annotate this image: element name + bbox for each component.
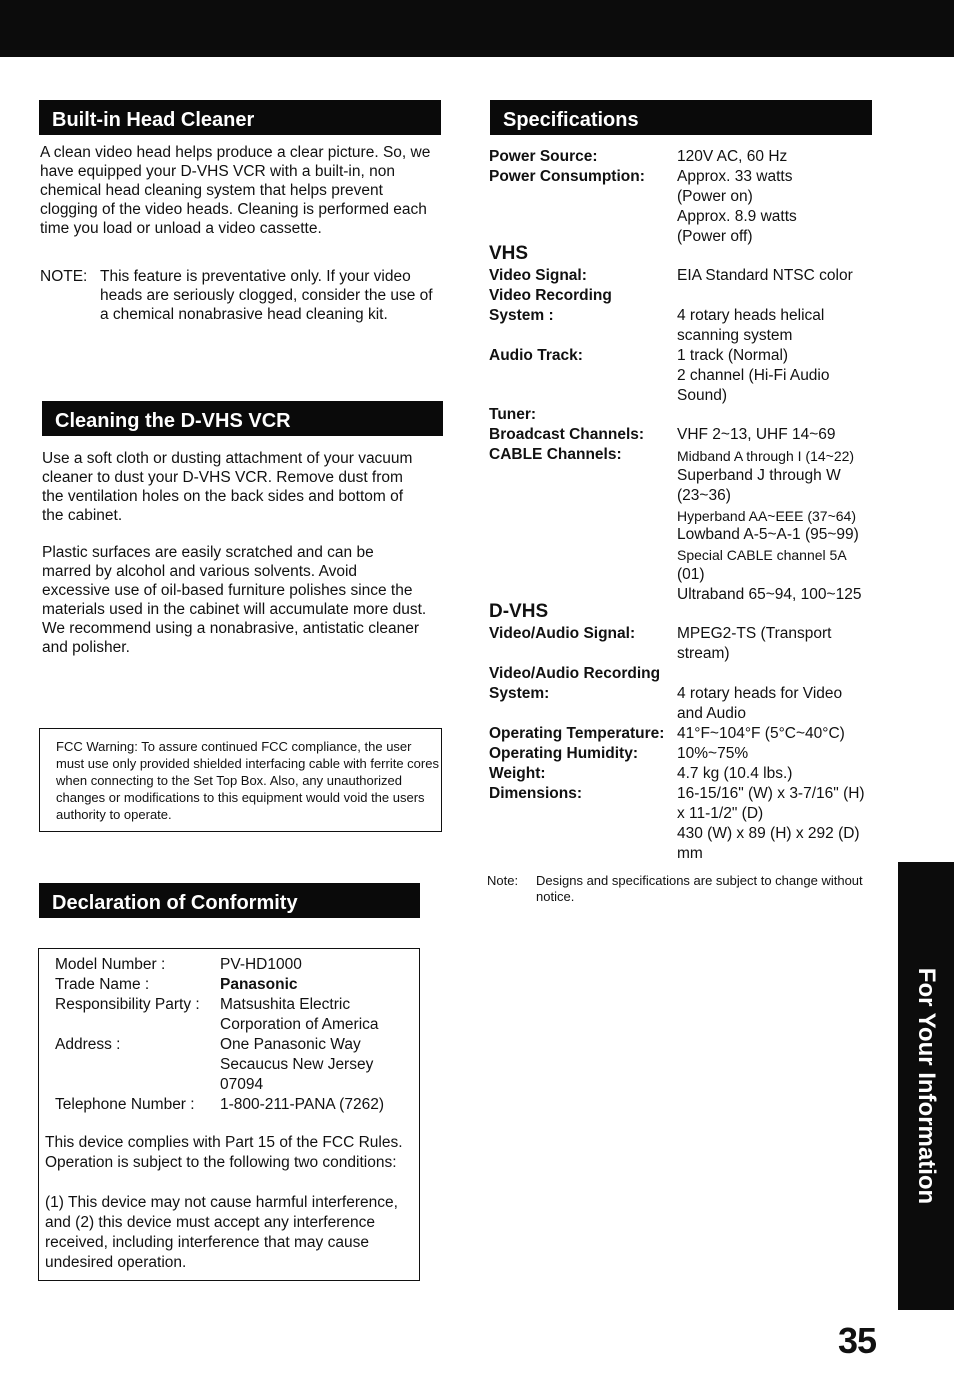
declaration-box xyxy=(38,948,420,1281)
address-line-3: 07094 xyxy=(220,1076,264,1093)
va-recording-label-2: System: xyxy=(489,685,550,702)
power-on-note: (Power on) xyxy=(677,188,753,205)
op-humidity-label: Operating Humidity: xyxy=(489,745,638,762)
broadcast-label: Broadcast Channels: xyxy=(489,426,645,443)
audio-track-value-2: 2 channel (Hi-Fi Audio xyxy=(677,367,830,384)
spec-note-label: Note: xyxy=(487,873,519,888)
fcc-warning-box xyxy=(39,728,442,832)
conditions-text: (1) This device may not cause harmful interference, and (2) this device must accept any interference received, including interference that may cause undesired operation. xyxy=(45,1194,398,1271)
power-source-label: Power Source: xyxy=(489,148,598,165)
model-label: Model Number : xyxy=(55,956,166,973)
cable-value-3: (23~36) xyxy=(677,487,731,504)
side-tab-label: For Your Information xyxy=(913,967,940,1205)
dimensions-value-1: 16-15/16" (W) x 3-7/16" (H) xyxy=(677,785,865,802)
dimensions-value-2: x 11-1/2" (D) xyxy=(677,805,764,822)
model-value: PV-HD1000 xyxy=(220,956,302,973)
cable-label: CABLE Channels: xyxy=(489,446,622,463)
cable-value-5: Lowband A-5~A-1 (95~99) xyxy=(677,526,859,543)
broadcast-value: VHF 2~13, UHF 14~69 xyxy=(677,426,836,443)
phone-label: Telephone Number : xyxy=(55,1096,195,1113)
weight-label: Weight: xyxy=(489,765,546,782)
va-signal-label: Video/Audio Signal: xyxy=(489,625,636,642)
trade-label: Trade Name : xyxy=(55,976,150,993)
note-label: NOTE: xyxy=(40,268,88,285)
page-number: 35 xyxy=(838,1320,877,1361)
note-text: This feature is preventative only. If your video heads are seriously clogged, consider the use of a chemical nonabrasive head cleaning kit. xyxy=(100,268,433,323)
cable-value-7: (01) xyxy=(677,566,705,583)
top-black-band xyxy=(0,0,954,57)
cleaning-heading xyxy=(42,401,443,436)
va-signal-value: MPEG2-TS (Transport xyxy=(677,625,832,642)
op-temp-value: 41°F~104°F (5°C~40°C) xyxy=(677,725,845,742)
va-recording-value-2: and Audio xyxy=(677,705,746,722)
party-value-2: Corporation of America xyxy=(220,1016,379,1033)
party-label: Responsibility Party : xyxy=(55,996,200,1013)
cable-value-1: Midband A through I (14~22) xyxy=(677,448,855,464)
audio-track-value: 1 track (Normal) xyxy=(677,347,789,364)
video-recording-value-2: scanning system xyxy=(677,327,793,344)
spec-note-text: Designs and specifications are subject to change without notice. xyxy=(536,873,863,904)
video-signal-label: Video Signal: xyxy=(489,267,587,284)
cleaning-para-2: Plastic surfaces are easily scratched and can be marred by alcohol and various solvents. Avoid excessive use of oil-based furniture polishes since the materials used in the cabinet will accumulate more dust. We recommend using a nonabrasive, antistatic cleaner and polisher. xyxy=(42,544,427,656)
cable-value-6: Special CABLE channel 5A xyxy=(677,547,847,563)
cable-value-4: Hyperband AA~EEE (37~64) xyxy=(677,508,857,524)
cable-value-2: Superband J through W xyxy=(677,467,841,484)
address-line-1: One Panasonic Way xyxy=(220,1036,361,1053)
va-signal-value-2: stream) xyxy=(677,645,730,662)
head-cleaner-body: A clean video head helps produce a clear picture. So, we have equipped your D-VHS VCR with a built-in, non chemical head cleaning system that helps prevent clogging of the video heads. Cleaning is performed each time you load or unload a video cassette. xyxy=(40,144,431,237)
address-label: Address : xyxy=(55,1036,121,1053)
op-temp-label: Operating Temperature: xyxy=(489,725,665,742)
va-recording-value: 4 rotary heads for Video xyxy=(677,685,843,702)
power-on-value: Approx. 33 watts xyxy=(677,168,793,185)
head-cleaner-title: Built-in Head Cleaner xyxy=(52,109,255,131)
dimensions-label: Dimensions: xyxy=(489,785,583,802)
cable-value-8: Ultraband 65~94, 100~125 xyxy=(677,586,862,603)
op-humidity-value: 10%~75% xyxy=(677,745,749,762)
specifications-title: Specifications xyxy=(503,109,639,131)
head-cleaner-heading xyxy=(39,100,441,135)
power-consumption-label: Power Consumption: xyxy=(489,168,645,185)
cleaning-title: Cleaning the D-VHS VCR xyxy=(55,410,291,432)
dimensions-value-3: 430 (W) x 89 (H) x 292 (D) xyxy=(677,825,860,842)
compliance-text: This device complies with Part 15 of the FCC Rules. Operation is subject to the following two conditions: xyxy=(45,1134,403,1171)
address-line-2: Secaucus New Jersey xyxy=(220,1056,374,1073)
power-source-value: 120V AC, 60 Hz xyxy=(677,148,788,165)
specifications-heading xyxy=(490,100,872,135)
declaration-heading xyxy=(39,883,420,918)
video-signal-value: EIA Standard NTSC color xyxy=(677,267,853,284)
cleaning-para-1: Use a soft cloth or dusting attachment of your vacuum cleaner to dust your D-VHS VCR. Remove dust from the ventilation holes on the back sides and bottom of the cabinet. xyxy=(42,450,413,524)
video-recording-label-2: System : xyxy=(489,307,554,324)
trade-value: Panasonic xyxy=(220,976,298,993)
va-recording-label: Video/Audio Recording xyxy=(489,665,661,682)
phone-value: 1-800-211-PANA (7262) xyxy=(220,1096,384,1113)
power-off-note: (Power off) xyxy=(677,228,753,245)
side-section-tab xyxy=(898,862,954,1310)
fcc-warning-text: FCC Warning: To assure continued FCC compliance, the user must use only provided shielded interfacing cable with ferrite cores when connecting to the Set Top Box. Also, any unauthorized changes or modifications to this equipment would void the users authority to operate. xyxy=(56,739,439,822)
power-off-value: Approx. 8.9 watts xyxy=(677,208,797,225)
video-recording-value: 4 rotary heads helical xyxy=(677,307,825,324)
audio-track-value-3: Sound) xyxy=(677,387,727,404)
party-value-1: Matsushita Electric xyxy=(220,996,351,1013)
vhs-subheading: VHS xyxy=(489,243,529,264)
tuner-label: Tuner: xyxy=(489,406,537,423)
weight-value: 4.7 kg (10.4 lbs.) xyxy=(677,765,793,782)
dvhs-subheading: D-VHS xyxy=(489,601,549,622)
video-recording-label: Video Recording xyxy=(489,287,612,304)
declaration-title: Declaration of Conformity xyxy=(52,892,298,914)
dimensions-value-4: mm xyxy=(677,845,703,862)
audio-track-label: Audio Track: xyxy=(489,347,583,364)
